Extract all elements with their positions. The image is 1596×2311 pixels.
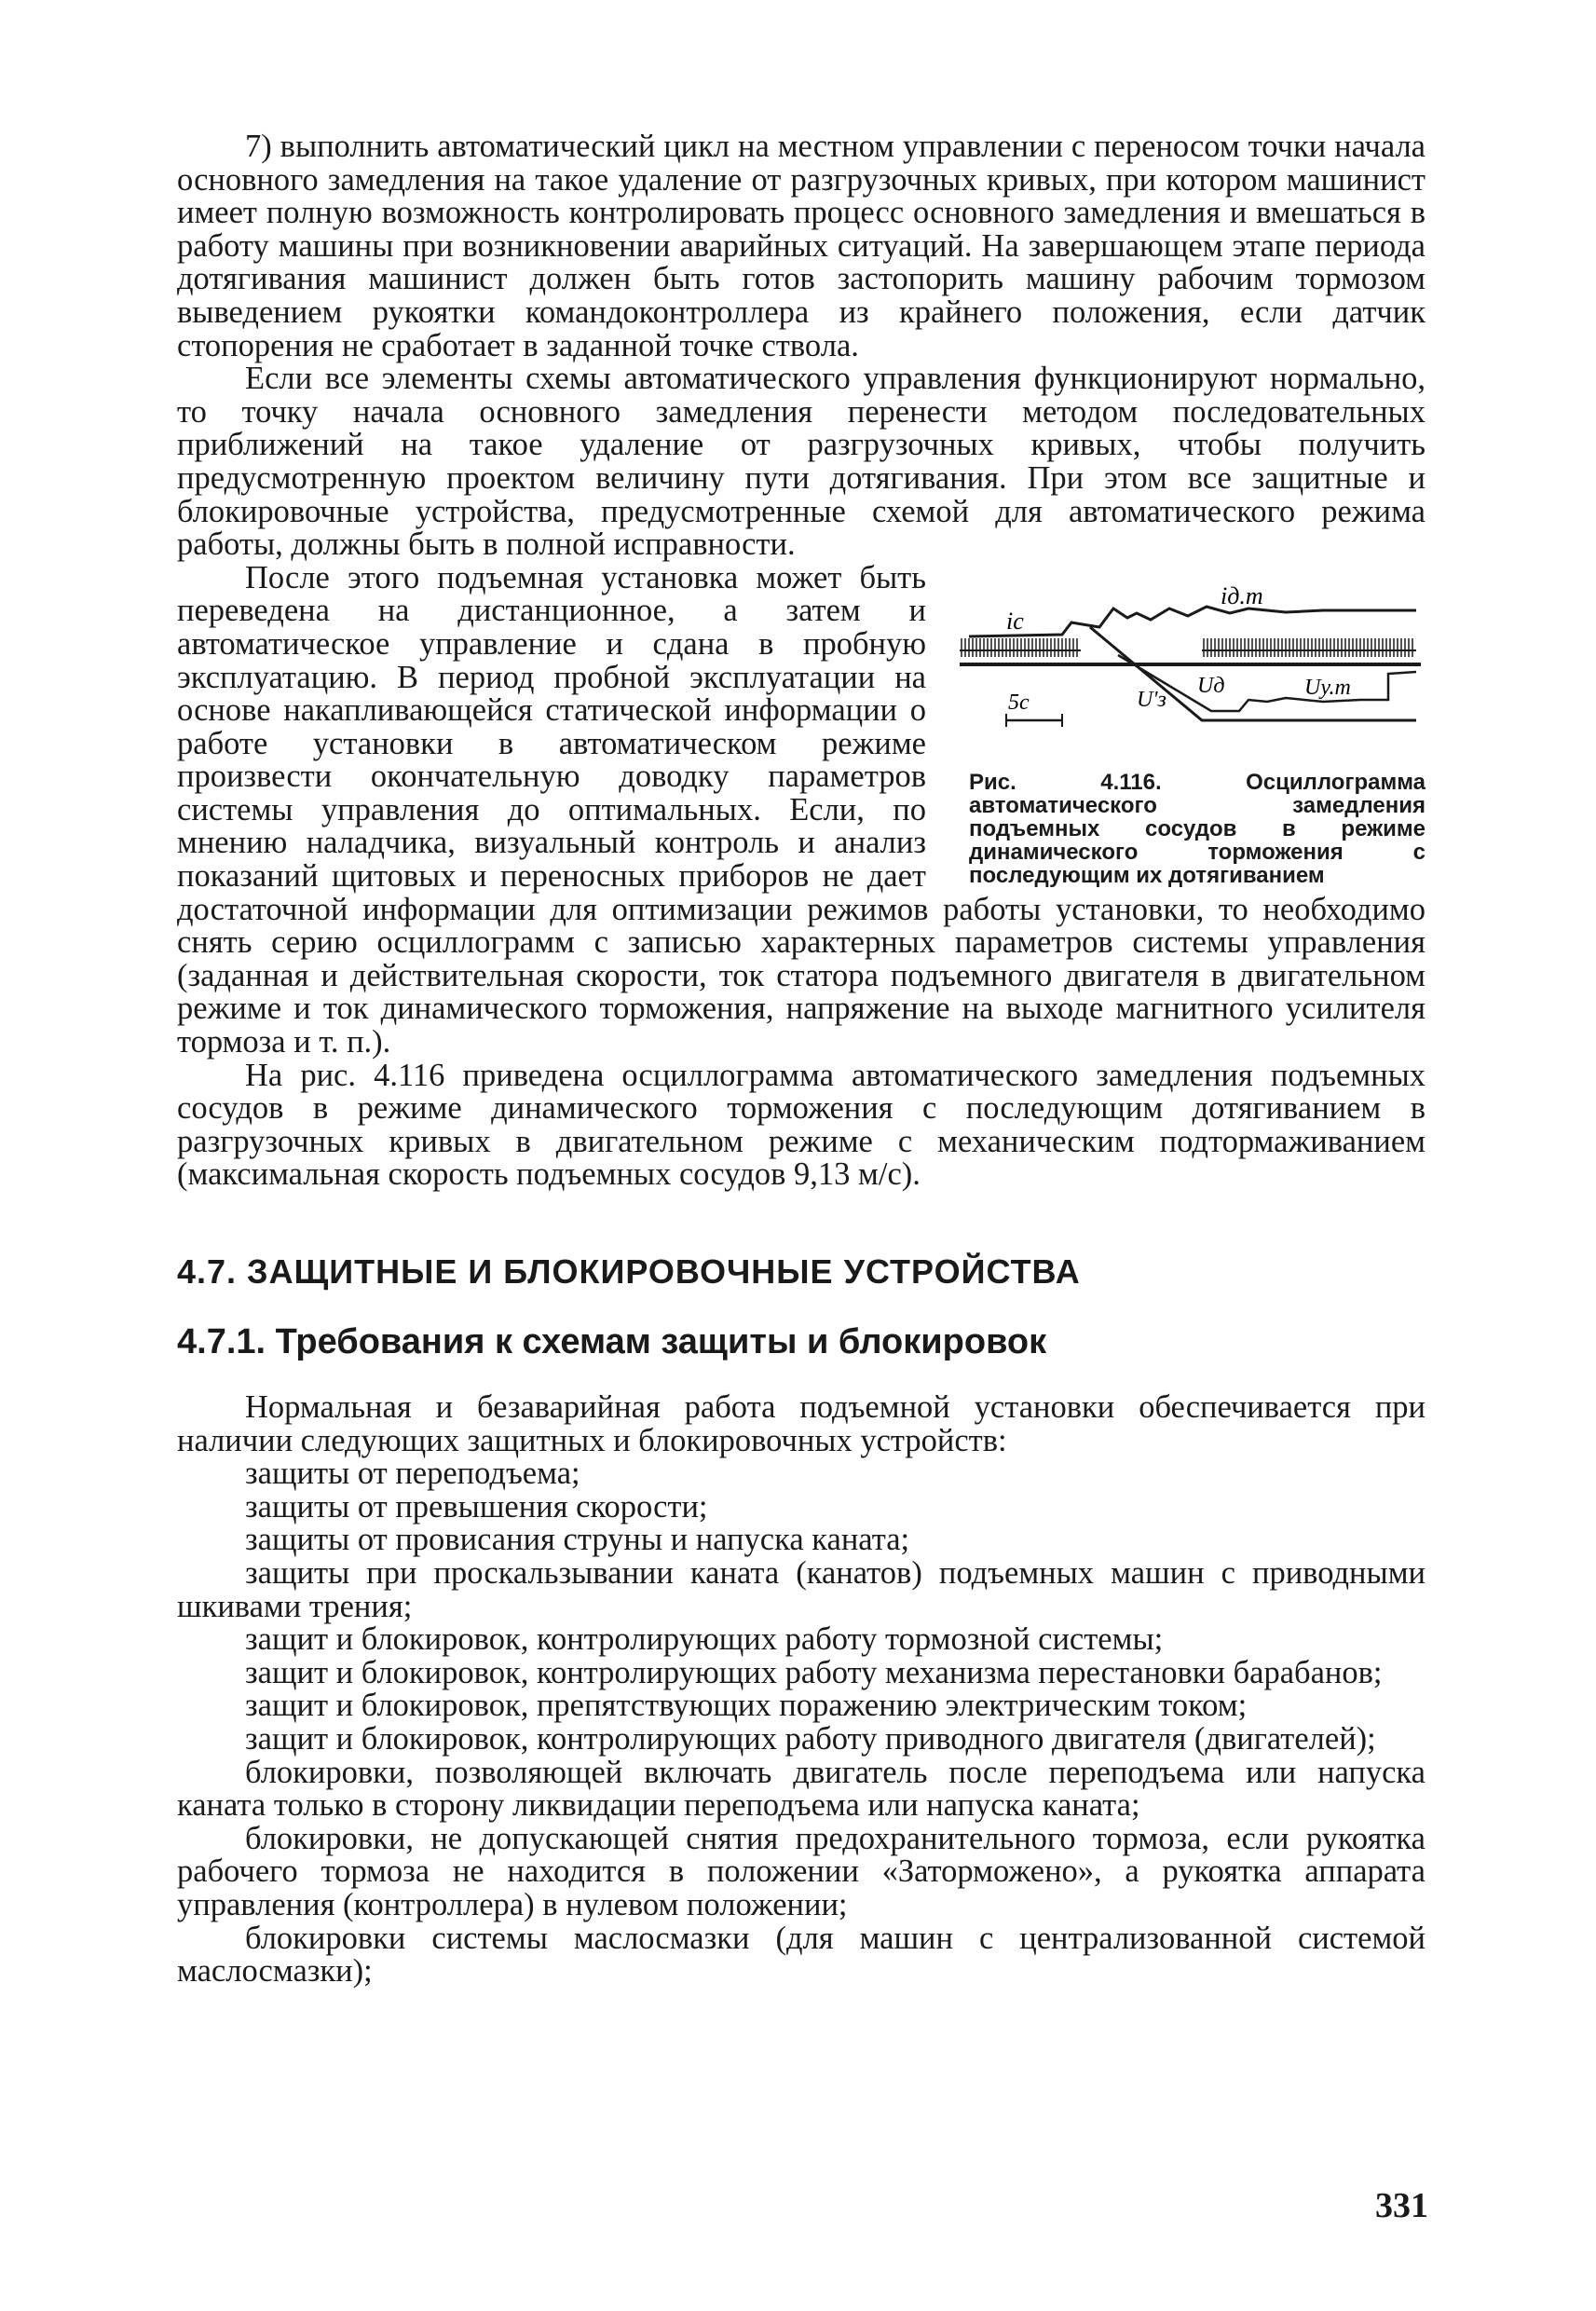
label-u3: U'з — [1137, 687, 1166, 712]
label-idt: iд.т — [1221, 581, 1263, 609]
paragraph-automatic-control: Если все элементы схемы автоматического управления функционируют нормально, то точку начала основного замедления перенести методом последовательных приближений на такое удаление от разгрузочных кривых, чтобы получить предусмотренную проектом величину пути дотягивания. При этом все защитные и блокировочные устройства, предусмотренные схемой для автоматического режима работы, должны быть в полной исправности. — [177, 361, 1425, 563]
page-body — [177, 130, 1425, 1989]
paragraph-trial-operation: После этого подъемная установка может быть переведена на дистанционное, а затем и автоматическое управление и сдана в пробную эксплуатацию. В период пробной эксплуатации на основе накапливающейся статической информации о работе установки в автоматическом режиме произвести окончательную доводку параметров системы управления до оптимальных. Если, по мнению наладчика, визуальный контроль и анализ показаний щитовых и переносных приборов не дает достаточной информации для оптимизации режимов работы установки, то необходимо снять серию осциллограмм с записью характерных параметров системы управления (заданная и действительная скорости, ток статора подъемного двигателя в двигательном режиме и ток динамического торможения, напряжение на выходе магнитного усилителя тормоза и т. п.). — [177, 559, 1425, 1060]
list-item: защит и блокировок, контролирующих работу тормозной системы; — [245, 1621, 1164, 1658]
label-scale: 5с — [1008, 690, 1030, 715]
figure-caption: Рис. 4.116. Осциллограмма автоматического замедления подъемных сосудов в режиме динамического торможения с последующим их дотягиванием — [969, 769, 1425, 888]
label-ud: Uд — [1197, 673, 1225, 698]
subsection-heading: 4.7.1. Требования к схемам защиты и блокировок — [177, 1322, 1047, 1361]
trace-current — [969, 607, 1416, 636]
figure-oscillogram — [950, 581, 1425, 887]
list-item: защиты при проскальзывании каната (канатов) подъемных машин с приводными шкивами трения; — [177, 1554, 1425, 1624]
list-item: защит и блокировок, контролирующих работу механизма перестановки барабанов; — [245, 1654, 1383, 1690]
oscillogram-image — [950, 581, 1425, 758]
list-item: блокировки, не допускающей снятия предохранительного тормоза, если рукоятка рабочего тормоза не находится в положении «Заторможено», а рукоятка аппарата управления (контроллера) в нулевом положении; — [177, 1820, 1425, 1922]
paragraph-figure-reference: На рис. 4.116 приведена осциллограмма автоматического замедления подъемных сосудов в режиме динамического торможения с последующим дотягиванием в разгрузочных кривых в двигательном режиме с механическим подтормаживанием (максимальная скорость подъемных сосудов 9,13 м/с). — [177, 1057, 1425, 1193]
list-item: защит и блокировок, контролирующих работу приводного двигателя (двигателей); — [245, 1720, 1376, 1757]
tick-hatch-left — [962, 638, 1077, 657]
list-item: блокировки системы маслосмазки (для машин с централизованной системой маслосмазки); — [177, 1920, 1425, 1990]
list-item: защиты от провисания струны и напуска каната; — [245, 1522, 910, 1558]
list-item: защит и блокировок, препятствующих поражению электрическим током; — [245, 1688, 1248, 1724]
label-ic: iс — [1006, 607, 1024, 635]
protection-list — [177, 1457, 1425, 1989]
list-item: блокировки, позволяющей включать двигатель после переподъема или напуска каната только в сторону ликвидации переподъема или напуска каната; — [177, 1754, 1425, 1824]
intro-paragraph: Нормальная и безаварийная работа подъемной установки обеспечивается при наличии следующих защитных и блокировочных устройств: — [177, 1389, 1425, 1458]
section-heading: 4.7. ЗАЩИТНЫЕ И БЛОКИРОВОЧНЫЕ УСТРОЙСТВА — [177, 1252, 1081, 1291]
paragraph-item-7: 7) выполнить автоматический цикл на местном управлении с переносом точки начала основного замедления на такое удаление от разгрузочных кривых, при котором машинист имеет полную возможность контролировать процесс основного замедления и вмешаться в работу машины при возникновении аварийных ситуаций. На завершающем этапе периода дотягивания машинист должен быть готов застопорить машину рабочим тормозом выведением рукоятки командоконтроллера из крайнего положения, если датчик стопорения не сработает в заданной точке ствола. — [177, 129, 1425, 363]
label-uut: Uу.т — [1304, 675, 1351, 700]
list-item: защиты от превышения скорости; — [245, 1488, 708, 1525]
page-number: 331 — [1375, 2186, 1428, 2225]
list-item: защиты от переподъема; — [245, 1456, 580, 1492]
tick-hatch-right — [1204, 638, 1412, 657]
